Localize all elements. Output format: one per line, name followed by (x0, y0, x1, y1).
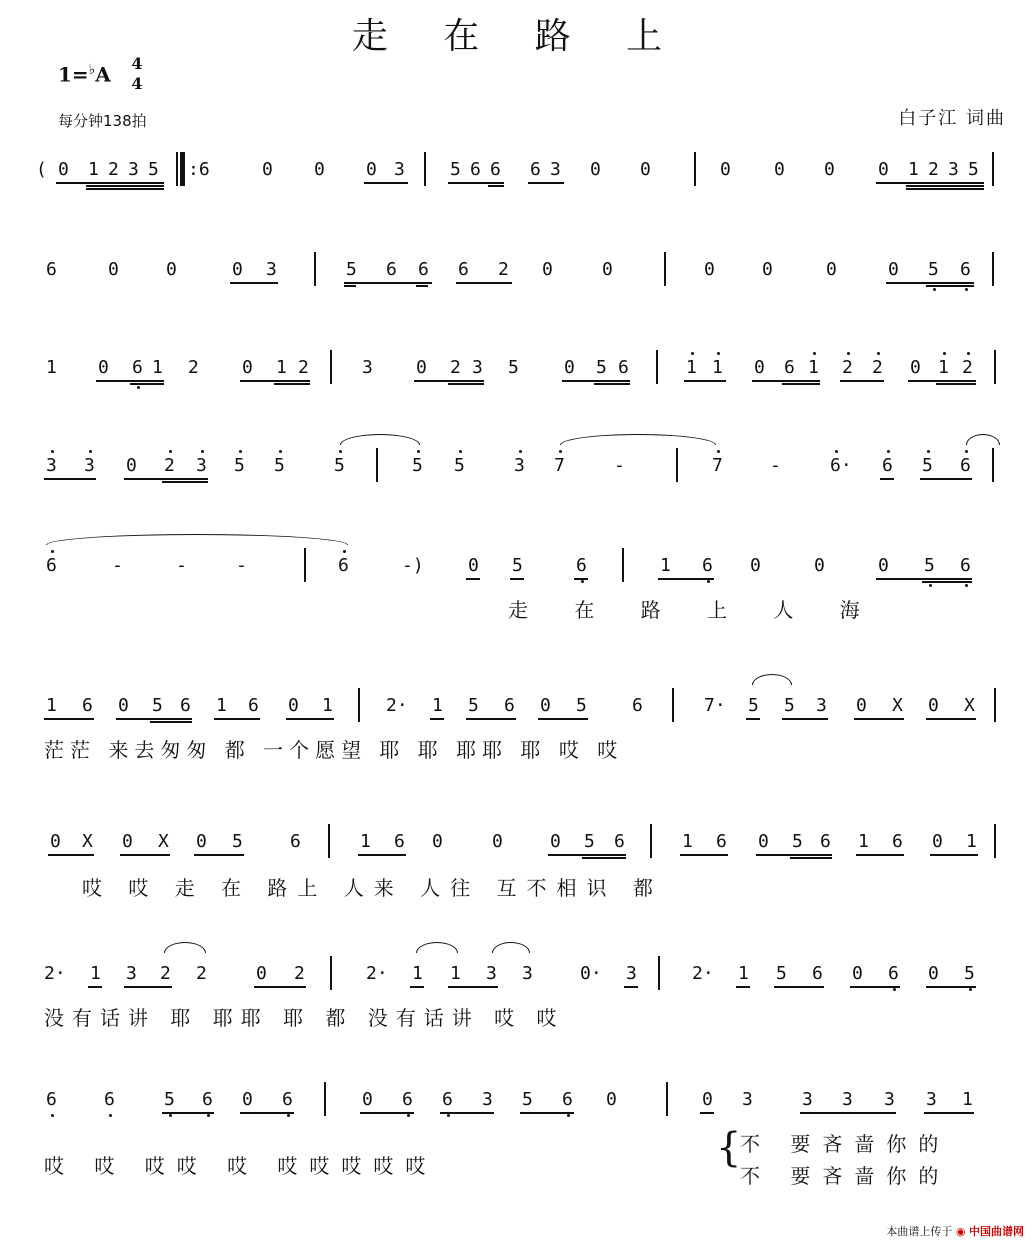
score-line-6: 1 6 0 5 6 1 6 0 1 2· 1 5 6 0 5 6 7· 5 5 3 0 X 0 X (36, 694, 998, 718)
score-line-1: ( 0 1 2 3 5 :6 0 0 0 3 5 6 6 6 3 0 0 0 0 0 0 1 2 3 5 (36, 158, 998, 182)
time-top: 4 (131, 54, 143, 73)
footer-brand: 中国曲谱网 (969, 1225, 1024, 1238)
lyric-line-8: 没有话讲 耶 耶耶 耶 都 没有话讲 哎 哎 (44, 1006, 565, 1030)
footer-text: 本曲谱上传于 (886, 1225, 953, 1238)
lyric-line-9-verse-1: 不 要吝啬你的 (740, 1132, 951, 1156)
lyric-line-5: 走 在 路 上 人 海 (508, 598, 880, 622)
song-title: 走 在 路 上 (351, 16, 685, 57)
key-label: 1= (58, 62, 89, 87)
score-line-2: 6 0 0 0 3 5 6 6 6 2 0 0 0 0 0 0 5 6 (36, 258, 998, 282)
lyric-line-9-verse-2: 不 要吝啬你的 (740, 1164, 951, 1188)
tempo-marking: 每分钟138拍 (58, 112, 147, 130)
footer-logo-icon: ◉ (955, 1225, 966, 1238)
lyric-line-7: 哎 哎 走 在 路上 人来 人往 互不相识 都 (82, 876, 663, 900)
flat-sign: ♭ (88, 62, 96, 78)
score-line-5: 6 - - - 6 -) 0 5 6 1 6 0 0 0 5 6 (36, 554, 998, 578)
score-line-8: 2· 1 3 2 2 0 2 2· 1 1 3 3 0· 3 2· 1 5 6 0 6 0 5 (36, 962, 998, 986)
score-line-4: 3 3 0 2 3 5 5 5 5 5 3 7 - 7 - 6· 6 5 6 (36, 454, 998, 478)
score-line-3: 1 0 6 1 2 0 1 2 3 0 2 3 5 0 5 6 1 1 0 6 1 2 2 0 1 2 (36, 356, 998, 380)
score-line-9: 6 6 5 6 0 6 0 6 6 3 5 6 0 0 3 3 3 3 3 1 (36, 1088, 998, 1112)
author-credit: 白子江 词曲 (898, 108, 1006, 129)
verse-brace: { (716, 1125, 742, 1171)
footer-credit (886, 1223, 1024, 1239)
lyric-line-6: 茫茫 来去匆匆 都 一个愿望 耶 耶 耶耶 耶 哎 哎 (44, 738, 624, 762)
key-signature (58, 62, 111, 87)
lyric-line-9: 哎 哎 哎哎 哎 哎哎哎哎哎 (44, 1154, 438, 1178)
time-signature (128, 54, 146, 94)
time-bottom: 4 (131, 74, 143, 93)
key-note: A (95, 62, 111, 87)
score-line-7: 0 X 0 X 0 5 6 1 6 0 0 0 5 6 1 6 0 5 6 1 6 0 1 (36, 830, 998, 854)
